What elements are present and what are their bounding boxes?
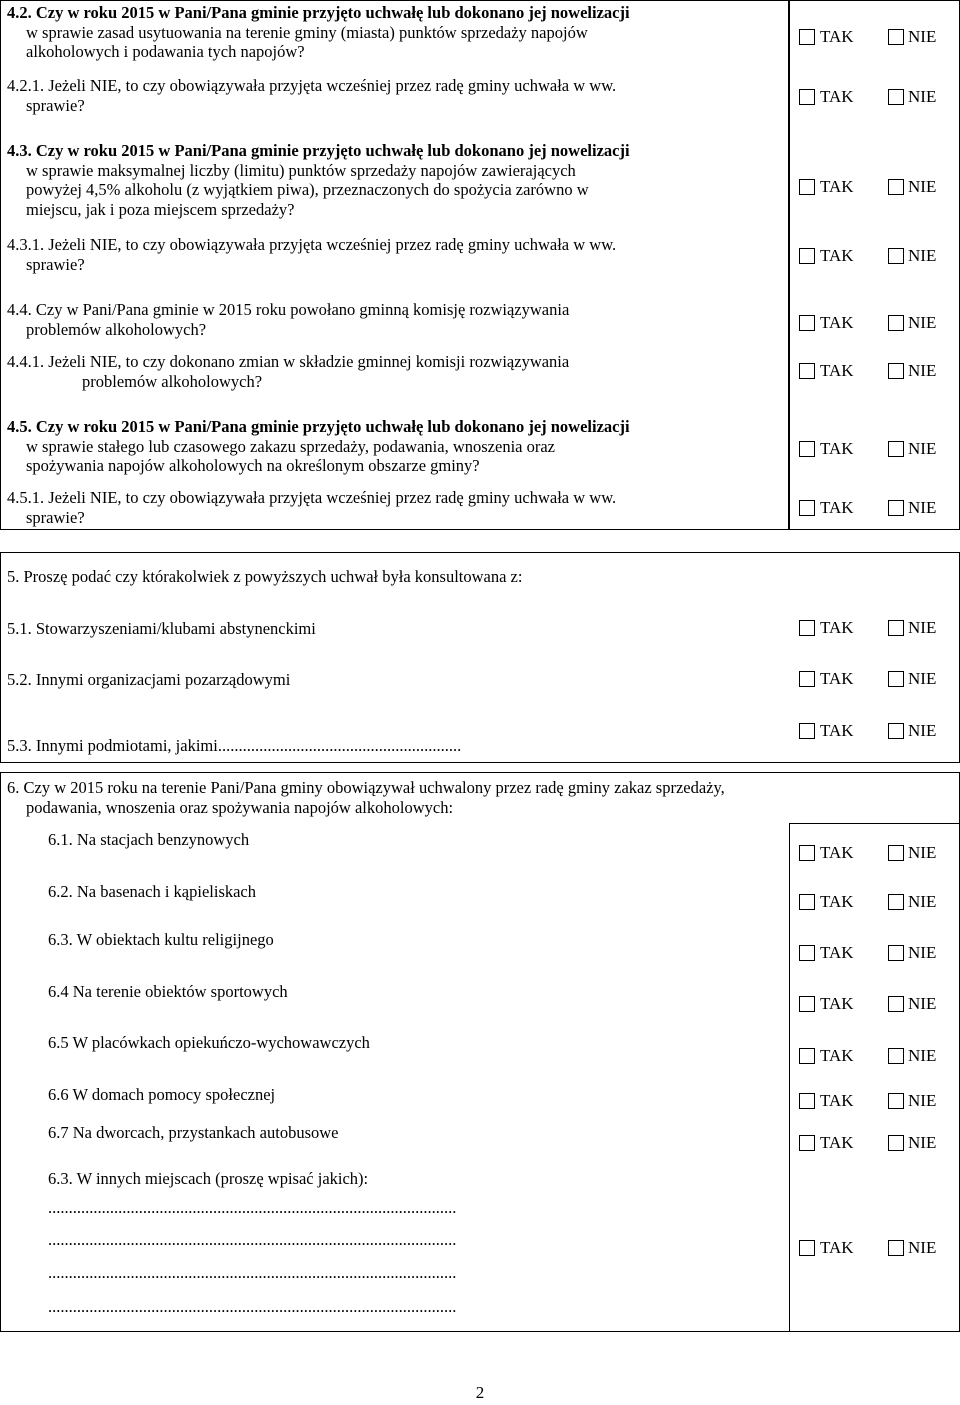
- answer-6-3: [799, 942, 951, 964]
- checkbox-nie[interactable]: [888, 620, 904, 636]
- checkbox-tak[interactable]: [799, 996, 815, 1012]
- fill-line-3[interactable]: ...................................................................................................: [48, 1263, 457, 1282]
- checkbox-tak[interactable]: [799, 89, 815, 105]
- section-5-title: 5. Proszę podać czy którakolwiek z powyższych uchwał była konsultowana z:: [7, 567, 523, 586]
- fill-line-1[interactable]: ...................................................................................................: [48, 1198, 457, 1217]
- checkbox-nie[interactable]: [888, 1093, 904, 1109]
- label-nie: NIE: [908, 943, 937, 962]
- label-tak: TAK: [820, 313, 854, 332]
- checkbox-nie[interactable]: [888, 29, 904, 45]
- checkbox-nie[interactable]: [888, 500, 904, 516]
- label-nie: NIE: [908, 498, 937, 517]
- label-tak: TAK: [820, 1091, 854, 1110]
- checkbox-nie[interactable]: [888, 945, 904, 961]
- question-5-3-rest: jakimi...........................................................: [171, 736, 462, 755]
- label-nie: NIE: [908, 177, 937, 196]
- checkbox-tak[interactable]: [799, 723, 815, 739]
- checkbox-tak[interactable]: [799, 894, 815, 910]
- answer-5-3: [799, 720, 951, 742]
- checkbox-tak[interactable]: [799, 29, 815, 45]
- label-tak: TAK: [820, 669, 854, 688]
- label-tak: TAK: [820, 27, 854, 46]
- question-6-4: 6.4 Na terenie obiektów sportowych: [48, 982, 288, 1001]
- question-6-6: 6.6 W domach pomocy społecznej: [48, 1085, 276, 1104]
- label-tak: TAK: [820, 439, 854, 458]
- answer-6-5: [799, 1045, 951, 1067]
- checkbox-nie[interactable]: [888, 179, 904, 195]
- checkbox-nie[interactable]: [888, 89, 904, 105]
- answer-6-1: [799, 842, 951, 864]
- checkbox-nie[interactable]: [888, 315, 904, 331]
- checkbox-nie[interactable]: [888, 845, 904, 861]
- question-6-1: 6.1. Na stacjach benzynowych: [48, 830, 250, 849]
- checkbox-tak[interactable]: [799, 179, 815, 195]
- checkbox-nie[interactable]: [888, 894, 904, 910]
- label-nie: NIE: [908, 1046, 937, 1065]
- question-6-other: 6.3. W innych miejscach (proszę wpisać jakich):: [48, 1169, 369, 1188]
- label-tak: TAK: [820, 994, 854, 1013]
- label-tak: TAK: [820, 498, 854, 517]
- question-4-5-1: 4.5.1. Jeżeli NIE, to czy obowiązywała przyjęta wcześniej przez radę gminy uchwała w ww. sprawie?: [7, 488, 617, 527]
- answer-6-2: [799, 891, 951, 913]
- label-tak: TAK: [820, 246, 854, 265]
- checkbox-tak[interactable]: [799, 248, 815, 264]
- checkbox-nie[interactable]: [888, 1240, 904, 1256]
- label-nie: NIE: [908, 892, 937, 911]
- checkbox-nie[interactable]: [888, 996, 904, 1012]
- checkbox-tak[interactable]: [799, 671, 815, 687]
- question-4-3: 4.3. Czy w roku 2015 w Pani/Pana gminie przyjęto uchwałę lub dokonano jej nowelizacji w sprawie maksymalnej liczby (limitu) punktów sprzedaży napojów zawierających powyżej 4,5% alkoholu (z wyjątkiem piwa), przeznaczonych do spożycia zarówno w miejscu, jak i poza miejscem sprzedaży?: [7, 141, 630, 219]
- label-tak: TAK: [820, 1133, 854, 1152]
- label-tak: TAK: [820, 361, 854, 380]
- page-number: 2: [475, 1383, 485, 1402]
- question-6-7: 6.7 Na dworcach, przystankach autobusowe: [48, 1123, 339, 1142]
- answer-6-7: [799, 1132, 951, 1154]
- question-4-4-1: 4.4.1. Jeżeli NIE, to czy dokonano zmian w składzie gminnej komisji rozwiązywania problemów alkoholowych?: [7, 352, 570, 391]
- label-tak: TAK: [820, 177, 854, 196]
- question-4-4: 4.4. Czy w Pani/Pana gminie w 2015 roku powołano gminną komisję rozwiązywania problemów alkoholowych?: [7, 300, 570, 339]
- label-nie: NIE: [908, 439, 937, 458]
- label-nie: NIE: [908, 246, 937, 265]
- checkbox-tak[interactable]: [799, 620, 815, 636]
- label-tak: TAK: [820, 892, 854, 911]
- question-4-2: 4.2. Czy w roku 2015 w Pani/Pana gminie przyjęto uchwałę lub dokonano jej nowelizacji w sprawie zasad usytuowania na terenie gminy (miasta) punktów sprzedaży napojów alkoholowych i podawania tych napojów?: [7, 3, 630, 61]
- label-tak: TAK: [820, 87, 854, 106]
- question-5-3: 5.3. Innymi podmiotami, jakimi...........................................................: [7, 736, 462, 755]
- checkbox-tak[interactable]: [799, 1135, 815, 1151]
- section-6-title: 6. Czy w 2015 roku na terenie Pani/Pana gminy obowiązywał uchwalony przez radę gminy zakaz sprzedaży, podawania, wnoszenia oraz spożywania napojów alkoholowych:: [7, 778, 725, 817]
- fill-line-4[interactable]: ...................................................................................................: [48, 1297, 457, 1316]
- question-6-other-rest: (proszę wpisać jakich):: [210, 1169, 369, 1188]
- label-nie: NIE: [908, 669, 937, 688]
- checkbox-nie[interactable]: [888, 441, 904, 457]
- answer-6-6: [799, 1090, 951, 1112]
- fill-line-2[interactable]: ...................................................................................................: [48, 1230, 457, 1249]
- checkbox-nie[interactable]: [888, 671, 904, 687]
- checkbox-tak[interactable]: [799, 441, 815, 457]
- label-tak: TAK: [820, 843, 854, 862]
- question-4-2-1: 4.2.1. Jeżeli NIE, to czy obowiązywała przyjęta wcześniej przez radę gminy uchwała w ww. sprawie?: [7, 76, 617, 115]
- label-nie: NIE: [908, 843, 937, 862]
- question-5-2: 5.2. Innymi organizacjami pozarządowymi: [7, 670, 291, 689]
- question-6-5: 6.5 W placówkach opiekuńczo-wychowawczych: [48, 1033, 370, 1052]
- checkbox-tak[interactable]: [799, 845, 815, 861]
- answer-4-4: [799, 312, 951, 334]
- answer-6-4: [799, 993, 951, 1015]
- checkbox-nie[interactable]: [888, 1048, 904, 1064]
- label-nie: NIE: [908, 618, 937, 637]
- question-6-2: 6.2. Na basenach i kąpieliskach: [48, 882, 257, 901]
- question-4-5: 4.5. Czy w roku 2015 w Pani/Pana gminie przyjęto uchwałę lub dokonano jej nowelizacji w sprawie stałego lub czasowego zakazu sprzedaży, podawania, wnoszenia oraz spożywania napojów alkoholowych na określonym obszarze gminy?: [7, 417, 630, 475]
- question-4-3-1: 4.3.1. Jeżeli NIE, to czy obowiązywała przyjęta wcześniej przez radę gminy uchwała w ww. sprawie?: [7, 235, 617, 274]
- label-tak: TAK: [820, 1238, 854, 1257]
- label-nie: NIE: [908, 721, 937, 740]
- checkbox-tak[interactable]: [799, 945, 815, 961]
- question-6-3: 6.3. W obiektach kultu religijnego: [48, 930, 274, 949]
- label-tak: TAK: [820, 943, 854, 962]
- answer-5-1: [799, 617, 951, 639]
- label-nie: NIE: [908, 361, 937, 380]
- checkbox-tak[interactable]: [799, 1048, 815, 1064]
- label-tak: TAK: [820, 618, 854, 637]
- label-tak: TAK: [820, 721, 854, 740]
- answer-4-5-1: [799, 497, 951, 519]
- checkbox-tak[interactable]: [799, 1240, 815, 1256]
- label-nie: NIE: [908, 313, 937, 332]
- label-nie: NIE: [908, 1238, 937, 1257]
- checkbox-tak[interactable]: [799, 363, 815, 379]
- answer-4-2: [799, 26, 951, 48]
- label-nie: NIE: [908, 87, 937, 106]
- label-nie: NIE: [908, 1133, 937, 1152]
- question-5-1: 5.1. Stowarzyszeniami/klubami abstynenckimi: [7, 619, 316, 638]
- checkbox-tak[interactable]: [799, 500, 815, 516]
- answer-4-4-1: [799, 360, 951, 382]
- answer-5-2: [799, 668, 951, 690]
- checkbox-tak[interactable]: [799, 1093, 815, 1109]
- label-tak: TAK: [820, 1046, 854, 1065]
- label-nie: NIE: [908, 994, 937, 1013]
- checkbox-nie[interactable]: [888, 363, 904, 379]
- answer-4-3-1: [799, 245, 951, 267]
- answer-4-2-1: [799, 86, 951, 108]
- answer-4-3: [799, 176, 951, 198]
- label-nie: NIE: [908, 27, 937, 46]
- checkbox-nie[interactable]: [888, 1135, 904, 1151]
- checkbox-nie[interactable]: [888, 248, 904, 264]
- answer-4-5: [799, 438, 951, 460]
- checkbox-nie[interactable]: [888, 723, 904, 739]
- answer-6-other: [799, 1237, 951, 1259]
- label-nie: NIE: [908, 1091, 937, 1110]
- checkbox-tak[interactable]: [799, 315, 815, 331]
